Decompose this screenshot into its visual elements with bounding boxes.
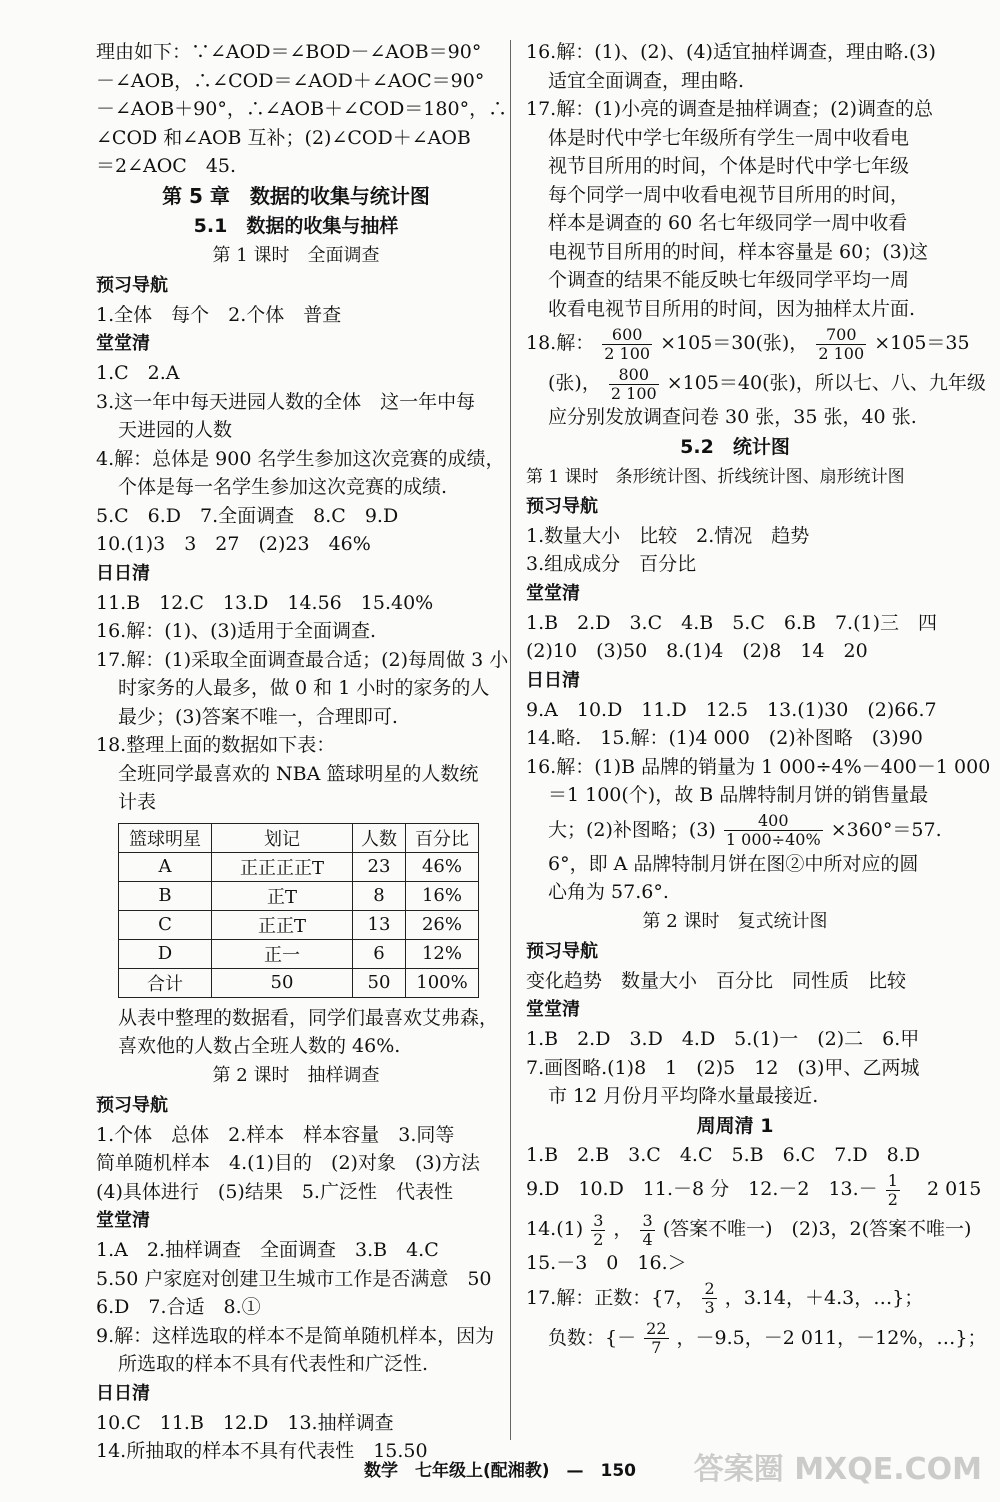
table-cell: 50	[353, 968, 406, 997]
answer-line: 从表中整理的数据看，同学们最喜欢艾弗森，	[118, 1006, 499, 1029]
section-heading: 5.2 统计图	[680, 435, 790, 458]
table-header: 人数	[353, 823, 406, 852]
answer-line: 7.画图略.(1)8 1 (2)5 12 (3)甲、乙两城	[526, 1056, 920, 1079]
numerator: 600	[602, 326, 652, 345]
table-row	[119, 939, 479, 968]
answer-line: 个调查的结果不能反映七年级同学平均一周	[548, 269, 910, 291]
table-cell: 6	[353, 939, 406, 968]
answer-line: (4)具体进行 (5)结果 5.广泛性 代表性	[96, 1180, 453, 1203]
answer-line: 6°，即 A 品牌特制月饼在图②中所对应的圆	[548, 852, 919, 875]
table-cell: 12%	[406, 939, 479, 968]
formula-text: ×105＝30(张)，	[660, 332, 809, 354]
answer-line: 17.解：(1)采取全面调查最合适；(2)每周做 3 小	[96, 648, 509, 671]
text-line: 理由如下：∵∠AOD＝∠BOD－∠AOB＝90°	[96, 41, 482, 63]
text-line: ∠COD 和∠AOB 互补；(2)∠COD＋∠AOB	[96, 126, 471, 149]
formula-text: 18.解：	[526, 332, 595, 354]
table-cell: 8	[353, 881, 406, 910]
answer-line: 体是时代中学七年级所有学生一周中收看电	[548, 126, 910, 149]
fraction	[702, 1280, 716, 1317]
lesson-heading: 第 1 课时 全面调查	[212, 244, 380, 266]
class-label: 堂堂清	[96, 333, 150, 354]
table-cell: 23	[353, 852, 406, 881]
denominator: 2 100	[818, 343, 865, 363]
formula-text: ×360°＝57.	[830, 818, 942, 841]
denominator: 2 100	[604, 343, 651, 363]
table-header-row	[119, 823, 479, 852]
table-cell: 50	[212, 968, 353, 997]
answer-line: 适宜全面调查，理由略.	[548, 69, 745, 92]
table-cell: 正正T	[212, 910, 353, 939]
text-line: ＝2∠AOC 45.	[96, 155, 237, 177]
answer-line: 14.所抽取的样本不具有代表性 15.50	[96, 1440, 428, 1462]
table-cell: 正T	[212, 881, 353, 910]
answer-line: 1.B 2.B 3.C 4.C 5.B 6.C 7.D 8.D	[526, 1143, 920, 1166]
lesson-heading: 第 2 课时 复式统计图	[642, 910, 828, 932]
class-label: 堂堂清	[526, 582, 580, 604]
answer-line: 14.略. 15.解：(1)4 000 (2)补图略 (3)90	[526, 727, 923, 749]
table-cell: 合计	[119, 968, 212, 997]
answer-line: ＝1 100(个)，故 B 品牌特制月饼的销售量最	[548, 784, 929, 806]
formula-text: 负数：{－	[548, 1326, 637, 1349]
text-line: －∠AOB，∴∠COD＝∠AOD＋∠AOC＝90°	[96, 69, 485, 92]
answer-line: 收看电视节目所用的时间，因为抽样太片面.	[548, 297, 916, 320]
table-cell: 26%	[406, 910, 479, 939]
answer-line: 16.解：(1)、(3)适用于全面调查.	[96, 620, 377, 642]
numerator: 800	[609, 366, 659, 385]
table-row	[119, 968, 479, 997]
fraction	[724, 812, 823, 849]
answer-line: 样本是调查的 60 名七年级同学一周中收看	[548, 212, 908, 234]
table-row	[119, 910, 479, 939]
answer-line: 16.解：(1)、(2)、(4)适宜抽样调查，理由略.(3)	[526, 41, 936, 63]
answer-line: 5.C 6.D 7.全面调查 8.C 9.D	[96, 504, 399, 527]
answer-line: (2)10 (3)50 8.(1)4 (2)8 14 20	[526, 640, 868, 662]
denominator: 7	[651, 1338, 662, 1357]
table-cell: 100%	[406, 968, 479, 997]
formula-line	[526, 1169, 982, 1209]
table-cell: 16%	[406, 881, 479, 910]
table-cell: 正正正正T	[212, 852, 353, 881]
nba-stats-table	[118, 823, 479, 998]
answer-line: 最少；(3)答案不唯一，合理即可.	[118, 705, 398, 728]
answer-line: 每个同学一周中收看电视节目所用的时间，	[548, 183, 910, 206]
answer-line: 1.B 2.D 3.D 4.D 5.(1)一 (2)二 6.甲	[526, 1028, 920, 1050]
preview-label: 预习导航	[96, 1094, 168, 1116]
table-header: 篮球明星	[119, 823, 212, 852]
denominator: 3	[704, 1298, 715, 1317]
answer-line: 10.(1)3 3 27 (2)23 46%	[96, 533, 371, 555]
formula-text: 大；(2)补图略；(3)	[548, 818, 716, 841]
fraction	[591, 1212, 605, 1249]
formula-line	[526, 1318, 987, 1358]
preview-label: 预习导航	[526, 940, 598, 962]
formula-text: ，	[613, 1218, 633, 1240]
answer-line: 1.C 2.A	[96, 362, 180, 384]
formula-line	[526, 1209, 972, 1249]
answer-line: 应分别发放调查问卷 30 张，35 张，40 张.	[548, 406, 917, 428]
answer-line: 市 12 月份月平均降水量最接近.	[548, 1085, 819, 1107]
denominator: 2 100	[610, 383, 657, 403]
formula-text: ×105＝35	[874, 332, 970, 354]
fraction	[640, 1212, 654, 1249]
class-label: 堂堂清	[96, 1210, 150, 1231]
section-heading: 5.1 数据的收集与抽样	[193, 214, 399, 237]
answer-line: 4.解：总体是 900 名学生参加这次竞赛的成绩，	[96, 447, 505, 470]
table-cell: D	[119, 939, 212, 968]
chapter-heading: 第 5 章 数据的收集与统计图	[162, 183, 430, 208]
table-cell: 46%	[406, 852, 479, 881]
formula-text: ，－9.5，－2 011，－12%，…}；	[676, 1326, 987, 1349]
formula-line	[526, 810, 944, 850]
daily-label: 日日清	[96, 562, 150, 584]
table-cell: C	[119, 910, 212, 939]
answer-line: 6.D 7.合适 8.①	[96, 1296, 261, 1318]
answer-line: 变化趋势 数量大小 百分比 同性质 比较	[526, 969, 907, 992]
fraction	[644, 1320, 668, 1357]
formula-line	[526, 323, 970, 363]
formula-line	[526, 1278, 944, 1318]
answer-line: 16.解：(1)B 品牌的销量为 1 000÷4%－400－1 000	[526, 755, 991, 778]
formula-text: 14.(1)	[526, 1218, 584, 1240]
answer-line: 电视节目所用的时间，样本容量是 60；(3)这	[548, 240, 929, 263]
answer-line: 1.个体 总体 2.样本 样本容量 3.同等	[96, 1123, 455, 1146]
table-cell: B	[119, 881, 212, 910]
right-column	[526, 38, 991, 1358]
page-footer: 数学 七年级上(配湘教) — 150	[363, 1461, 637, 1481]
answer-line: 个体是每一名学生参加这次竞赛的成绩.	[118, 476, 448, 498]
formula-line	[526, 363, 986, 403]
answer-line: 11.B 12.C 13.D 14.56 15.40%	[96, 591, 434, 614]
numerator: 1	[887, 1170, 898, 1190]
daily-label: 日日清	[526, 669, 580, 691]
text-line: －∠AOB＋90°，∴∠AOB＋∠COD＝180°，∴	[96, 98, 508, 120]
left-column	[96, 38, 509, 1466]
answer-line: 3.组成成分 百分比	[526, 553, 697, 575]
answer-line: 9.解：这样选取的样本不是简单随机样本，因为	[96, 1324, 495, 1347]
numerator: 400	[724, 812, 823, 831]
answer-line: 1.全体 每个 2.个体 普查	[96, 303, 342, 326]
answer-line: 17.解：(1)小亮的调查是抽样调查；(2)调查的总	[526, 98, 934, 120]
answer-line: 3.这一年中每天进园人数的全体 这一年中每	[96, 390, 476, 413]
formula-text: (张)，	[548, 372, 601, 394]
answer-line: 视节目所用的时间，个体是时代中学七年级	[548, 155, 910, 177]
denominator: 2	[593, 1229, 604, 1249]
answer-line: 计表	[118, 791, 157, 813]
weekly-heading: 周周清 1	[696, 1114, 774, 1137]
answer-line: 1.A 2.抽样调查 全面调查 3.B 4.C	[96, 1239, 439, 1261]
answer-line: 简单随机样本 4.(1)目的 (2)对象 (3)方法	[96, 1152, 480, 1174]
formula-text: 17.解：正数：{7，	[526, 1286, 695, 1309]
preview-label: 预习导航	[526, 495, 598, 517]
column-divider	[510, 40, 511, 1440]
answer-line: 全班同学最喜欢的 NBA 篮球明星的人数统	[118, 762, 479, 785]
table-header: 划记	[212, 823, 353, 852]
fraction	[609, 366, 659, 403]
fraction	[886, 1172, 900, 1209]
answer-line: 1.数量大小 比较 2.情况 趋势	[526, 524, 810, 547]
answer-line: 5.50 户家庭对创建卫生城市工作是否满意 50	[96, 1267, 492, 1290]
answer-line: 喜欢他的人数占全班人数的 46%.	[118, 1035, 401, 1057]
denominator: 1 000÷40%	[725, 830, 821, 849]
table-row	[119, 881, 479, 910]
answer-line: 18.整理上面的数据如下表：	[96, 734, 336, 756]
answer-line: 9.A 10.D 11.D 12.5 13.(1)30 (2)66.7	[526, 698, 937, 721]
daily-label: 日日清	[96, 1382, 150, 1404]
table-cell: 正一	[212, 939, 353, 968]
formula-text: ，3.14，＋4.3，…}；	[724, 1286, 924, 1309]
answer-line: 天进园的人数	[118, 419, 233, 441]
table-row	[119, 852, 479, 881]
lesson-heading: 第 1 课时 条形统计图、折线统计图、扇形统计图	[526, 466, 905, 487]
lesson-heading: 第 2 课时 抽样调查	[212, 1064, 380, 1086]
numerator: 2	[704, 1279, 715, 1298]
denominator: 4	[642, 1229, 653, 1249]
table-cell: 13	[353, 910, 406, 939]
table-header: 百分比	[406, 823, 479, 852]
numerator: 700	[816, 326, 866, 345]
numerator: 3	[642, 1210, 653, 1230]
numerator: 3	[593, 1210, 604, 1230]
fraction	[816, 326, 866, 363]
answer-line: 时家务的人最多，做 0 和 1 小时的家务的人	[118, 677, 490, 699]
answer-line: 15.－3 0 16.＞	[526, 1252, 687, 1274]
answer-line: 心角为 57.6°.	[548, 881, 669, 903]
formula-text: 2 015	[907, 1178, 982, 1200]
answer-line: 1.B 2.D 3.C 4.B 5.C 6.B 7.(1)三 四	[526, 611, 938, 634]
formula-text: (答案不唯一) (2)3，2(答案不唯一)	[662, 1218, 972, 1240]
denominator: 2	[887, 1189, 898, 1209]
preview-label: 预习导航	[96, 274, 168, 296]
answer-line: 所选取的样本不具有代表性和广泛性.	[118, 1353, 429, 1375]
watermark-logo: 答案圈 MXQE.COM	[693, 1452, 982, 1487]
answer-line: 10.C 11.B 12.D 13.抽样调查	[96, 1411, 394, 1434]
fraction	[602, 326, 652, 363]
formula-text: 9.D 10.D 11.－8 分 12.－2 13.－	[526, 1178, 878, 1200]
table-cell: A	[119, 852, 212, 881]
numerator: 22	[646, 1319, 667, 1338]
formula-text: ×105＝40(张)，所以七、八、九年级	[666, 372, 986, 394]
class-label: 堂堂清	[526, 999, 580, 1020]
